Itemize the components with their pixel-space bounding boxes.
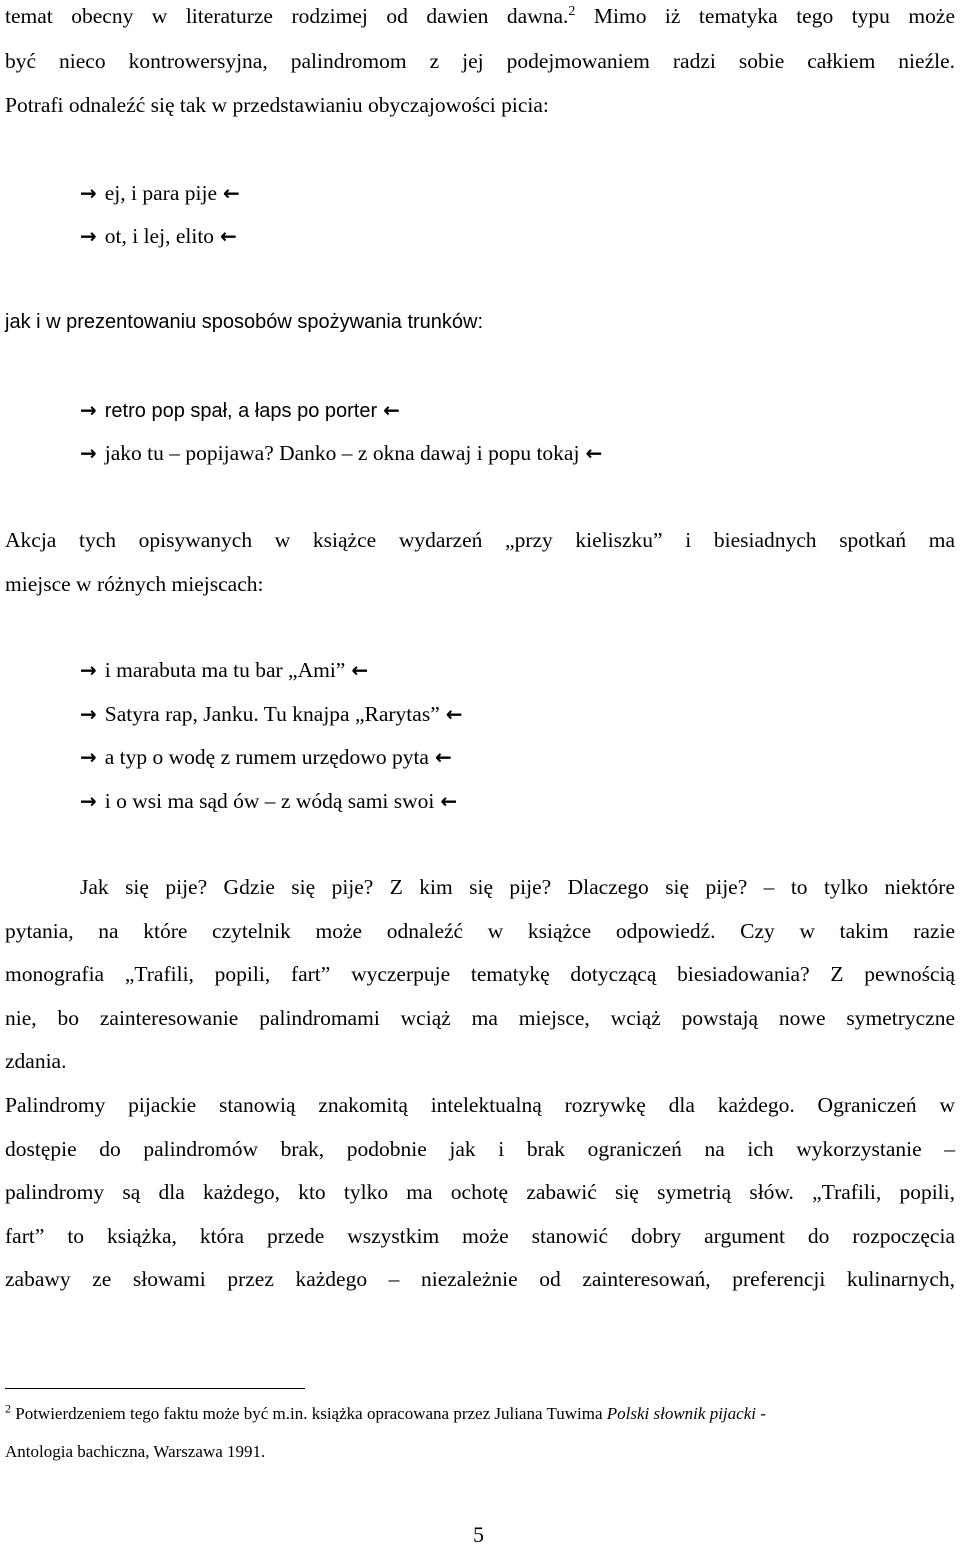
text-line: monografia „Trafili, popili, fart” wyczerpuje tematykę dotyczącą biesiadowania? Z pewnością: [5, 962, 955, 986]
arrow-left-icon: ←: [445, 702, 463, 726]
arrow-left-icon: ←: [383, 398, 400, 422]
arrow-left-icon: ←: [351, 658, 369, 682]
palindrome-item: → ot, i lej, elito ←: [80, 224, 237, 248]
footnote-number: 2: [5, 1401, 11, 1416]
footnote-reference[interactable]: 2: [568, 3, 576, 19]
text-line: Palindromy pijackie stanowią znakomitą intelektualną rozrywkę dla każdego. Ograniczeń w: [5, 1093, 955, 1117]
palindrome-item: → a typ o wodę z rumem urzędowo pyta ←: [80, 745, 452, 769]
text-line: zabawy ze słowami przez każdego – niezależnie od zainteresowań, preferencji kulinarnych,: [5, 1267, 955, 1291]
text-line: palindromy są dla każdego, kto tylko ma ochotę zabawić się symetrią słów. „Trafili, popili,: [5, 1180, 955, 1204]
palindrome-item: → retro pop spał, a łaps po porter ←: [80, 398, 400, 422]
text-line: jak i w prezentowaniu sposobów spożywania trunków:: [5, 311, 484, 333]
arrow-right-icon: →: [80, 224, 97, 248]
arrow-right-icon: →: [80, 789, 97, 813]
text-line: miejsce w różnych miejscach:: [5, 572, 264, 596]
footnote-line: Antologia bachiczna, Warszawa 1991.: [5, 1442, 266, 1461]
footnote-separator: [5, 1388, 305, 1389]
book-title: Polski słownik pijacki: [606, 1404, 756, 1423]
arrow-right-icon: →: [80, 702, 97, 726]
arrow-left-icon: ←: [434, 745, 452, 769]
text-line: Akcja tych opisywanych w książce wydarzeń „przy kieliszku” i biesiadnych spotkań ma: [5, 528, 955, 552]
arrow-right-icon: →: [80, 745, 97, 769]
text-line: nie, bo zainteresowanie palindromami wciąż ma miejsce, wciąż powstają nowe symetryczne: [5, 1006, 955, 1030]
text-line: Jak się pije? Gdzie się pije? Z kim się pije? Dlaczego się pije? – to tylko niektóre: [80, 875, 955, 899]
palindrome-item: → jako tu – popijawa? Danko – z okna dawaj i popu tokaj ←: [80, 441, 603, 465]
arrow-left-icon: ←: [585, 441, 603, 465]
page-number: 5: [473, 1522, 484, 1547]
palindrome-item: → ej, i para pije ←: [80, 181, 240, 205]
arrow-right-icon: →: [80, 398, 97, 422]
footnote: $^2$ Potwierdzeniem tego faktu może być m.in. książka opracowana przez Juliana Tuwima Polski słownik pijacki -: [5, 1401, 766, 1423]
palindrome-item: → Satyra rap, Janku. Tu knajpa „Rarytas” ←: [80, 702, 463, 726]
text-line: zdania.: [5, 1049, 67, 1073]
palindrome-item: → i marabuta ma tu bar „Ami” ←: [80, 658, 369, 682]
arrow-right-icon: →: [80, 658, 97, 682]
text-line: fart” to książka, która przede wszystkim może stanowić dobry argument do rozpoczęcia: [5, 1224, 955, 1248]
text-line: być nieco kontrowersyjna, palindromom z jej podejmowaniem radzi sobie całkiem nieźle.: [5, 49, 955, 73]
arrow-left-icon: ←: [440, 789, 458, 813]
text-line: temat obecny w literaturze rodzimej od dawien dawna.$^2$ Mimo iż tematyka tego typu może: [5, 3, 955, 28]
text-line: pytania, na które czytelnik może odnaleźć w książce odpowiedź. Czy w takim razie: [5, 919, 955, 943]
text-line: dostępie do palindromów brak, podobnie jak i brak ograniczeń na ich wykorzystanie –: [5, 1137, 955, 1161]
palindrome-item: → i o wsi ma sąd ów – z wódą sami swoi ←: [80, 789, 458, 813]
arrow-left-icon: ←: [220, 224, 237, 248]
arrow-left-icon: ←: [223, 181, 240, 205]
arrow-right-icon: →: [80, 441, 97, 465]
text-line: Potrafi odnaleźć się tak w przedstawianiu obyczajowości picia:: [5, 93, 549, 117]
arrow-right-icon: →: [80, 181, 97, 205]
